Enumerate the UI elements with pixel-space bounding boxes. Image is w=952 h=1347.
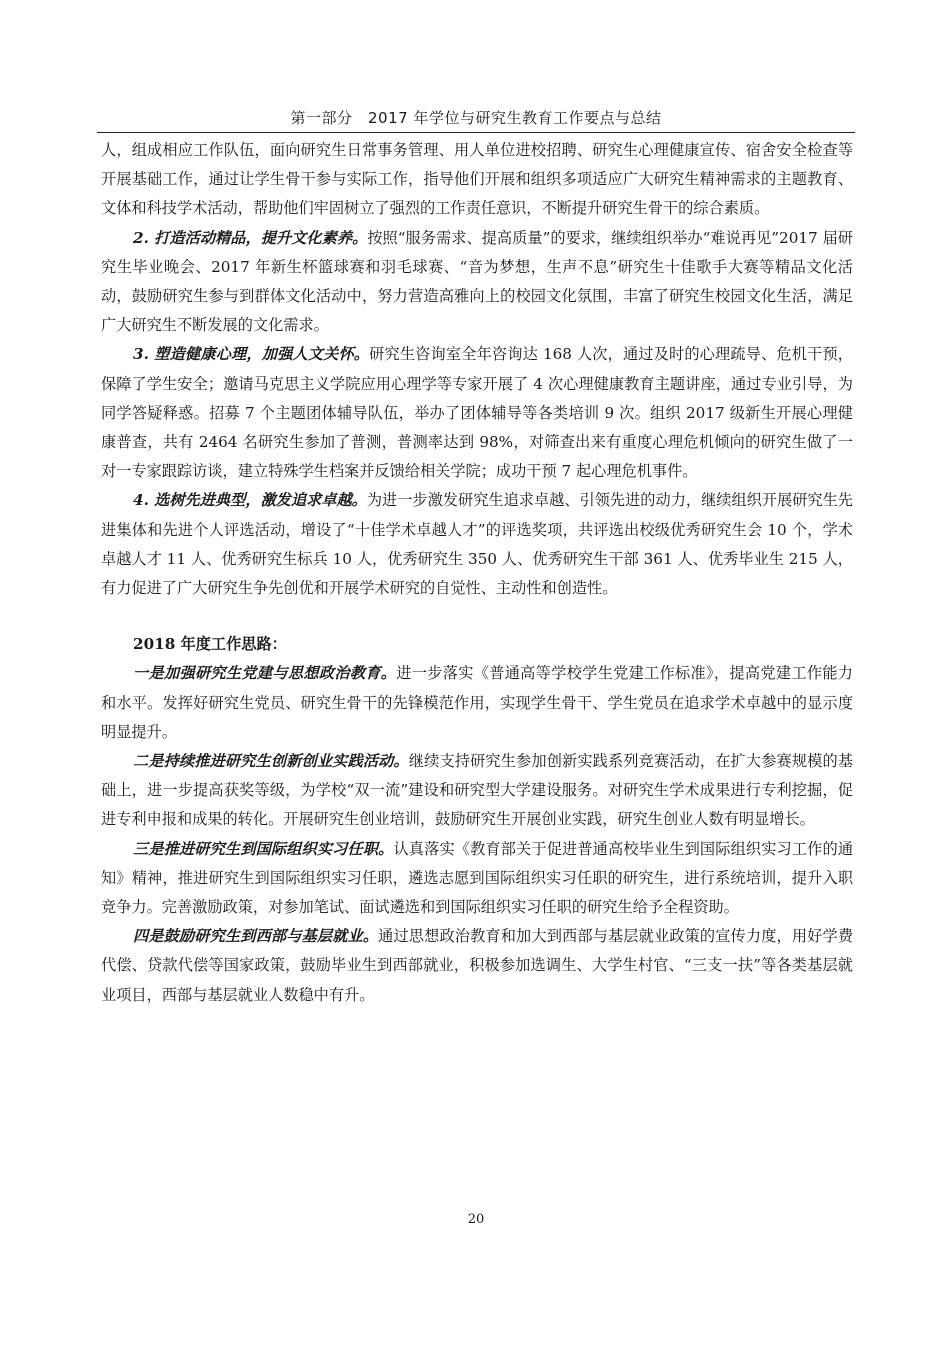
- paragraph-innovation: [101, 747, 853, 835]
- paragraph-continued: 人，组成相应工作队伍，面向研究生日常事务管理、用人单位进校招聘、研究生心理健康宣传、宿舍安全检查等开展基础工作，通过让学生骨干参与实际工作，指导他们开展和组织多项适应广大研究生精神需求的主题教育、文体和科技学术活动，帮助他们牢固树立了强烈的工作责任意识，不断提升研究生骨干的综合素质。: [101, 141, 853, 218]
- paragraph-text: 为进一步激发研究生追求卓越、引领先进的动力，继续组织开展研究生先进集体和先进个人评选活动，增设了“十佳学术卓越人才”的评选奖项，共评选出校级优秀研究生会 10 个，学术卓越人才 11 人、优秀研究生标兵 10 人，优秀研究生 350 人、优秀研究生干部 361 人、优秀毕业生 215 人，有力促进了广大研究生争先创优和开展学术研究的自觉性、主动性和创造性。: [101, 491, 853, 598]
- paragraph-psychology: [101, 340, 853, 486]
- paragraph-text: 进一步落实《普通高等学校学生党建工作标准》，提高党建工作能力和水平。发挥好研究生党员、研究生骨干的先锋模范作用，实现学生骨干、学生党员在追求学术卓越中的显示度明显提升。: [101, 664, 853, 741]
- paragraph-international: [101, 835, 853, 923]
- paragraph-lead: 3. 塑造健康心理，加强人文关怀。: [133, 345, 370, 364]
- header-rule: [97, 132, 855, 133]
- page-header: 第一部分 2017 年学位与研究生教育工作要点与总结: [290, 109, 662, 127]
- paragraph-lead: 四是鼓励研究生到西部与基层就业。: [133, 927, 379, 946]
- page-number: 20: [467, 1212, 485, 1227]
- paragraph-lead: 三是推进研究生到国际组织实习任职。: [133, 839, 394, 858]
- paragraph-text: 通过思想政治教育和加大到西部与基层就业政策的宣传力度，用好学费代偿、贷款代偿等国家政策，鼓励毕业生到西部就业，积极参加选调生、大学生村官、“三支一扶”等各类基层就业项目，西部与基层就业人数稳中有升。: [101, 927, 854, 1004]
- paragraph-text: 研究生咨询室全年咨询达 168 人次，通过及时的心理疏导、危机干预，保障了学生安全；邀请马克思主义学院应用心理学等专家开展了 4 次心理健康教育主题讲座，通过专业引导，为同学答疑释惑。招募 7 个主题团体辅导队伍，举办了团体辅导等各类培训 9 次。组织 2017 级新生开展心理健康普查，共有 2464 名研究生参加了普测，普测率达到 98%，对筛查出来有重度心理危机倾向的研究生做了一对一专家跟踪访谈，建立特殊学生档案并反馈给相关学院；成功干预 7 起心理危机事件。: [101, 345, 853, 481]
- document-body: [101, 136, 853, 1010]
- paragraph-text: 继续支持研究生参加创新实践系列竞赛活动，在扩大参赛规模的基础上，进一步提高获奖等级，为学校“双一流”建设和研究型大学建设服务。对研究生学术成果进行专利挖掘，促进专利申报和成果的转化。开展研究生创业培训，鼓励研究生开展创业实践，研究生创业人数有明显增长。: [101, 752, 854, 829]
- paragraph-lead: 2. 打造活动精品，提升文化素养。: [133, 228, 368, 247]
- paragraph-text: 认真落实《教育部关于促进普通高校毕业生到国际组织实习工作的通知》精神，推进研究生到国际组织实习任职，遴选志愿到国际组织实习任职的研究生，进行系统培训，提升入职竞争力。完善激励政策，对参加笔试、面试遴选和到国际组织实习任职的研究生给予全程资助。: [101, 839, 854, 917]
- paragraph-lead: 一是加强研究生党建与思想政治教育。: [133, 664, 397, 683]
- paragraph-culture: [101, 224, 853, 341]
- section-heading: 2018 年度工作思路：: [133, 635, 287, 654]
- paragraph-text: 按照“服务需求、提高质量”的要求，继续组织举办“难说再见”2017 届研究生毕业晚会、2017 年新生杯篮球赛和羽毛球赛、“音为梦想，生声不息”研究生十佳歌手大赛等精品文化活动，鼓励研究生参与到群体文化活动中，努力营造高雅向上的校园文化氛围，丰富了研究生校园文化生活，满足广大研究生不断发展的文化需求。: [101, 228, 853, 335]
- paragraph-employment: [101, 922, 853, 1010]
- paragraph-party-building: [101, 659, 853, 747]
- paragraph-models: [101, 486, 853, 603]
- paragraph-lead: 二是持续推进研究生创新创业实践活动。: [133, 752, 409, 771]
- paragraph-lead: 4. 选树先进典型，激发追求卓越。: [133, 491, 367, 510]
